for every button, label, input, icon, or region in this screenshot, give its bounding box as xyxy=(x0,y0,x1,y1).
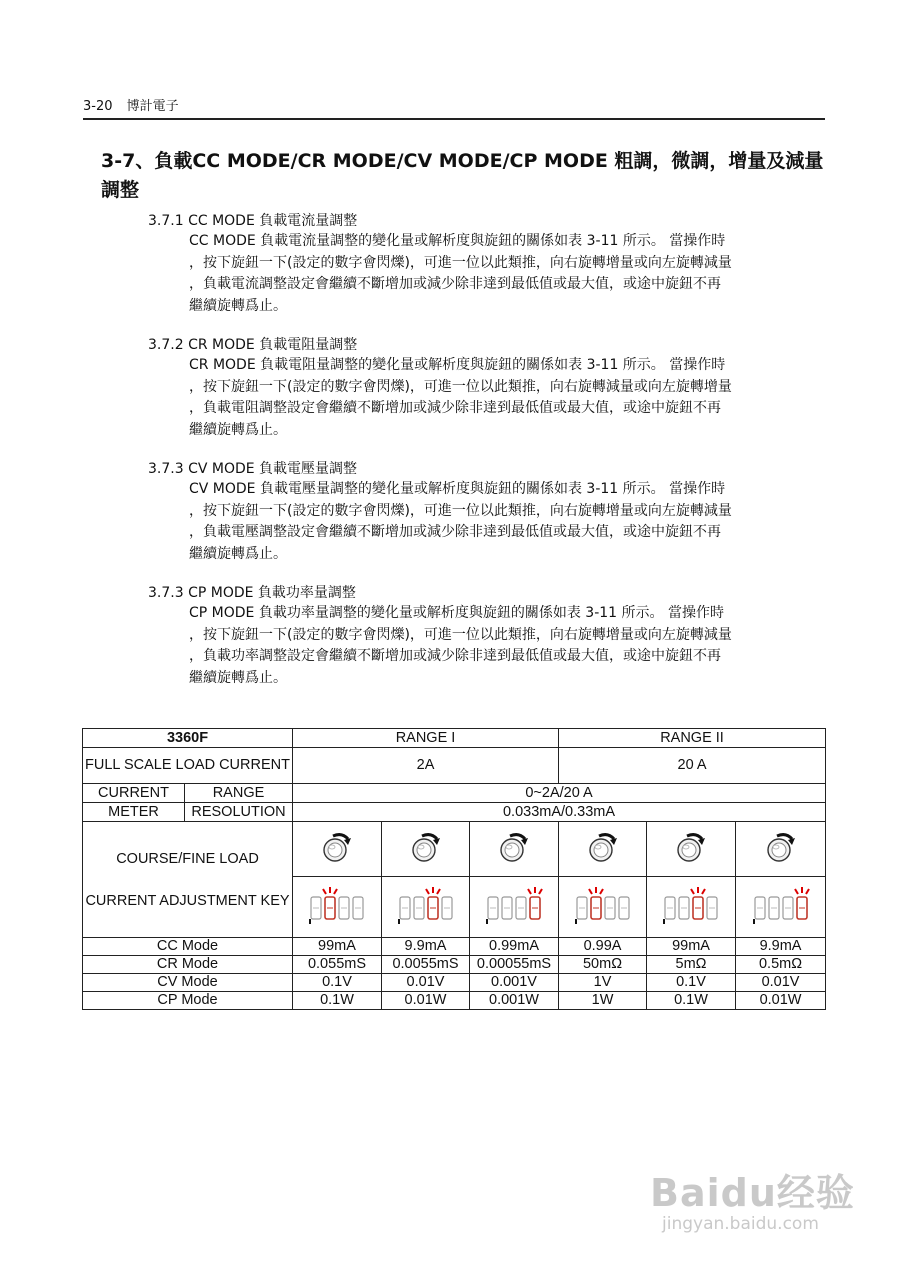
value-cell: 0.001V xyxy=(470,974,559,992)
mode-label-cc: CC Mode xyxy=(83,938,293,956)
company-name: 博計電子 xyxy=(126,99,179,114)
value-cell: 5mΩ xyxy=(647,956,736,974)
value-cell: 99mA xyxy=(647,938,736,956)
value-cell: 0.01V xyxy=(382,974,470,992)
full-scale-range-1: 2A xyxy=(293,748,559,784)
watermark-url: jingyan.baidu.com xyxy=(662,1214,819,1234)
subsection-body xyxy=(189,355,828,441)
digit-keys-icon xyxy=(571,883,635,927)
value-cell: 0.1W xyxy=(647,992,736,1010)
value-cell: 0.001W xyxy=(470,992,559,1010)
knob-icon xyxy=(497,830,531,864)
full-scale-label: FULL SCALE LOAD CURRENT xyxy=(83,748,293,784)
body-line: ，按下旋鈕一下(設定的數字會閃爍)，可進一位以此類推，向右旋轉增量或向左旋轉減量 xyxy=(189,254,732,271)
mode-label-cr: CR Mode xyxy=(83,956,293,974)
value-cell: 1V xyxy=(559,974,647,992)
value-cell: 0.01W xyxy=(382,992,470,1010)
value-cell: 0.1V xyxy=(647,974,736,992)
watermark-logo: Baidu经验 xyxy=(650,1171,855,1215)
subsection-heading: 3.7.1 CC MODE 負載電流量調整 xyxy=(148,213,358,229)
body-line: ，負載電阻調整設定會繼續不斷增加或減少除非達到最低值或最大值，或途中旋鈕不再 xyxy=(189,400,721,416)
resolution-table xyxy=(82,728,826,1010)
body-line: 繼續旋轉爲止。 xyxy=(189,669,287,686)
knob-cell xyxy=(382,822,470,877)
body-line: ，負載電流調整設定會繼續不斷增加或減少除非達到最低值或最大值，或途中旋鈕不再 xyxy=(189,276,721,292)
range-2-header: RANGE II xyxy=(559,729,826,748)
resolution-label: RESOLUTION xyxy=(185,803,293,822)
adjust-label-line-1: COURSE/FINE LOAD xyxy=(116,850,259,867)
knob-cell xyxy=(293,822,382,877)
value-cell: 0.5mΩ xyxy=(736,956,826,974)
subsection-cv xyxy=(148,459,828,565)
value-cell: 1W xyxy=(559,992,647,1010)
knob-icon xyxy=(674,830,708,864)
value-cell: 0.01W xyxy=(736,992,826,1010)
subsection-body xyxy=(189,231,828,317)
key-cell xyxy=(293,877,382,938)
value-cell: 0.1V xyxy=(293,974,382,992)
subsection-body xyxy=(189,603,828,689)
model-cell: 3360F xyxy=(83,729,293,748)
adjust-label-line-2: CURRENT ADJUSTMENT KEY xyxy=(85,892,290,909)
body-line: ，按下旋鈕一下(設定的數字會閃爍)，可進一位以此類推，向右旋轉增量或向左旋轉減量 xyxy=(189,502,732,519)
current-meter-label-top: CURRENT xyxy=(83,784,185,803)
subsection-heading: 3.7.3 CV MODE 負載電壓量調整 xyxy=(148,461,358,477)
knob-icon xyxy=(409,830,443,864)
key-cell xyxy=(559,877,647,938)
body-line: 繼續旋轉爲止。 xyxy=(189,421,287,438)
value-cell: 0.01V xyxy=(736,974,826,992)
body-line: 繼續旋轉爲止。 xyxy=(189,297,287,314)
full-scale-range-2: 20 A xyxy=(559,748,826,784)
body-line: ，按下旋鈕一下(設定的數字會閃爍)，可進一位以此類推，向右旋轉增量或向左旋轉減量 xyxy=(189,626,732,643)
digit-keys-icon xyxy=(659,883,723,927)
value-cell: 0.99A xyxy=(559,938,647,956)
body-line: ，負載電壓調整設定會繼續不斷增加或減少除非達到最低值或最大值，或途中旋鈕不再 xyxy=(189,524,721,540)
value-cell: 0.0055mS xyxy=(382,956,470,974)
body-line: CP MODE 負載功率量調整的變化量或解析度與旋鈕的關係如表 3-11 所示。 當操作時 xyxy=(189,605,724,621)
body-line: CV MODE 負載電壓量調整的變化量或解析度與旋鈕的關係如表 3-11 所示。 當操作時 xyxy=(189,481,726,497)
value-cell: 0.1W xyxy=(293,992,382,1010)
knob-cell xyxy=(736,822,826,877)
watermark xyxy=(640,1140,870,1250)
digit-keys-icon xyxy=(482,883,546,927)
key-cell xyxy=(382,877,470,938)
page-number: 3-20 xyxy=(83,99,113,114)
key-cell xyxy=(470,877,559,938)
value-cell: 9.9mA xyxy=(736,938,826,956)
knob-icon xyxy=(320,830,354,864)
range-1-header: RANGE I xyxy=(293,729,559,748)
knob-cell xyxy=(470,822,559,877)
key-cell xyxy=(736,877,826,938)
subsection-cc xyxy=(148,211,828,317)
subsection-body xyxy=(189,479,828,565)
subsection-heading: 3.7.2 CR MODE 負載電阻量調整 xyxy=(148,337,358,353)
adjust-key-label xyxy=(83,822,293,938)
value-cell: 50mΩ xyxy=(559,956,647,974)
range-label: RANGE xyxy=(185,784,293,803)
knob-icon xyxy=(586,830,620,864)
subsection-heading: 3.7.3 CP MODE 負載功率量調整 xyxy=(148,585,356,601)
value-cell: 0.99mA xyxy=(470,938,559,956)
value-cell: 0.055mS xyxy=(293,956,382,974)
body-line: CC MODE 負載電流量調整的變化量或解析度與旋鈕的關係如表 3-11 所示。 當操作時 xyxy=(189,233,726,249)
value-cell: 9.9mA xyxy=(382,938,470,956)
digit-keys-icon xyxy=(749,883,813,927)
digit-keys-icon xyxy=(394,883,458,927)
range-value: 0~2A/20 A xyxy=(293,784,826,803)
knob-cell xyxy=(647,822,736,877)
page-header xyxy=(83,95,825,120)
subsection-cp xyxy=(148,583,828,689)
resolution-value: 0.033mA/0.33mA xyxy=(293,803,826,822)
value-cell: 0.00055mS xyxy=(470,956,559,974)
knob-icon xyxy=(764,830,798,864)
key-cell xyxy=(647,877,736,938)
body-line: ，按下旋鈕一下(設定的數字會閃爍)，可進一位以此類推，向右旋轉減量或向左旋轉增量 xyxy=(189,378,732,395)
subsection-cr xyxy=(148,335,828,441)
body-line: 繼續旋轉爲止。 xyxy=(189,545,287,562)
digit-keys-icon xyxy=(305,883,369,927)
mode-label-cv: CV Mode xyxy=(83,974,293,992)
knob-cell xyxy=(559,822,647,877)
mode-label-cp: CP Mode xyxy=(83,992,293,1010)
section-title: 3-7、負載CC MODE/CR MODE/CV MODE/CP MODE 粗調，微調，增量及減量調整 xyxy=(101,150,824,201)
body-line: CR MODE 負載電阻量調整的變化量或解析度與旋鈕的關係如表 3-11 所示。 當操作時 xyxy=(189,357,726,373)
body-line: ，負載功率調整設定會繼續不斷增加或減少除非達到最低值或最大值，或途中旋鈕不再 xyxy=(189,648,721,664)
current-meter-label-bottom: METER xyxy=(83,803,185,822)
value-cell: 99mA xyxy=(293,938,382,956)
